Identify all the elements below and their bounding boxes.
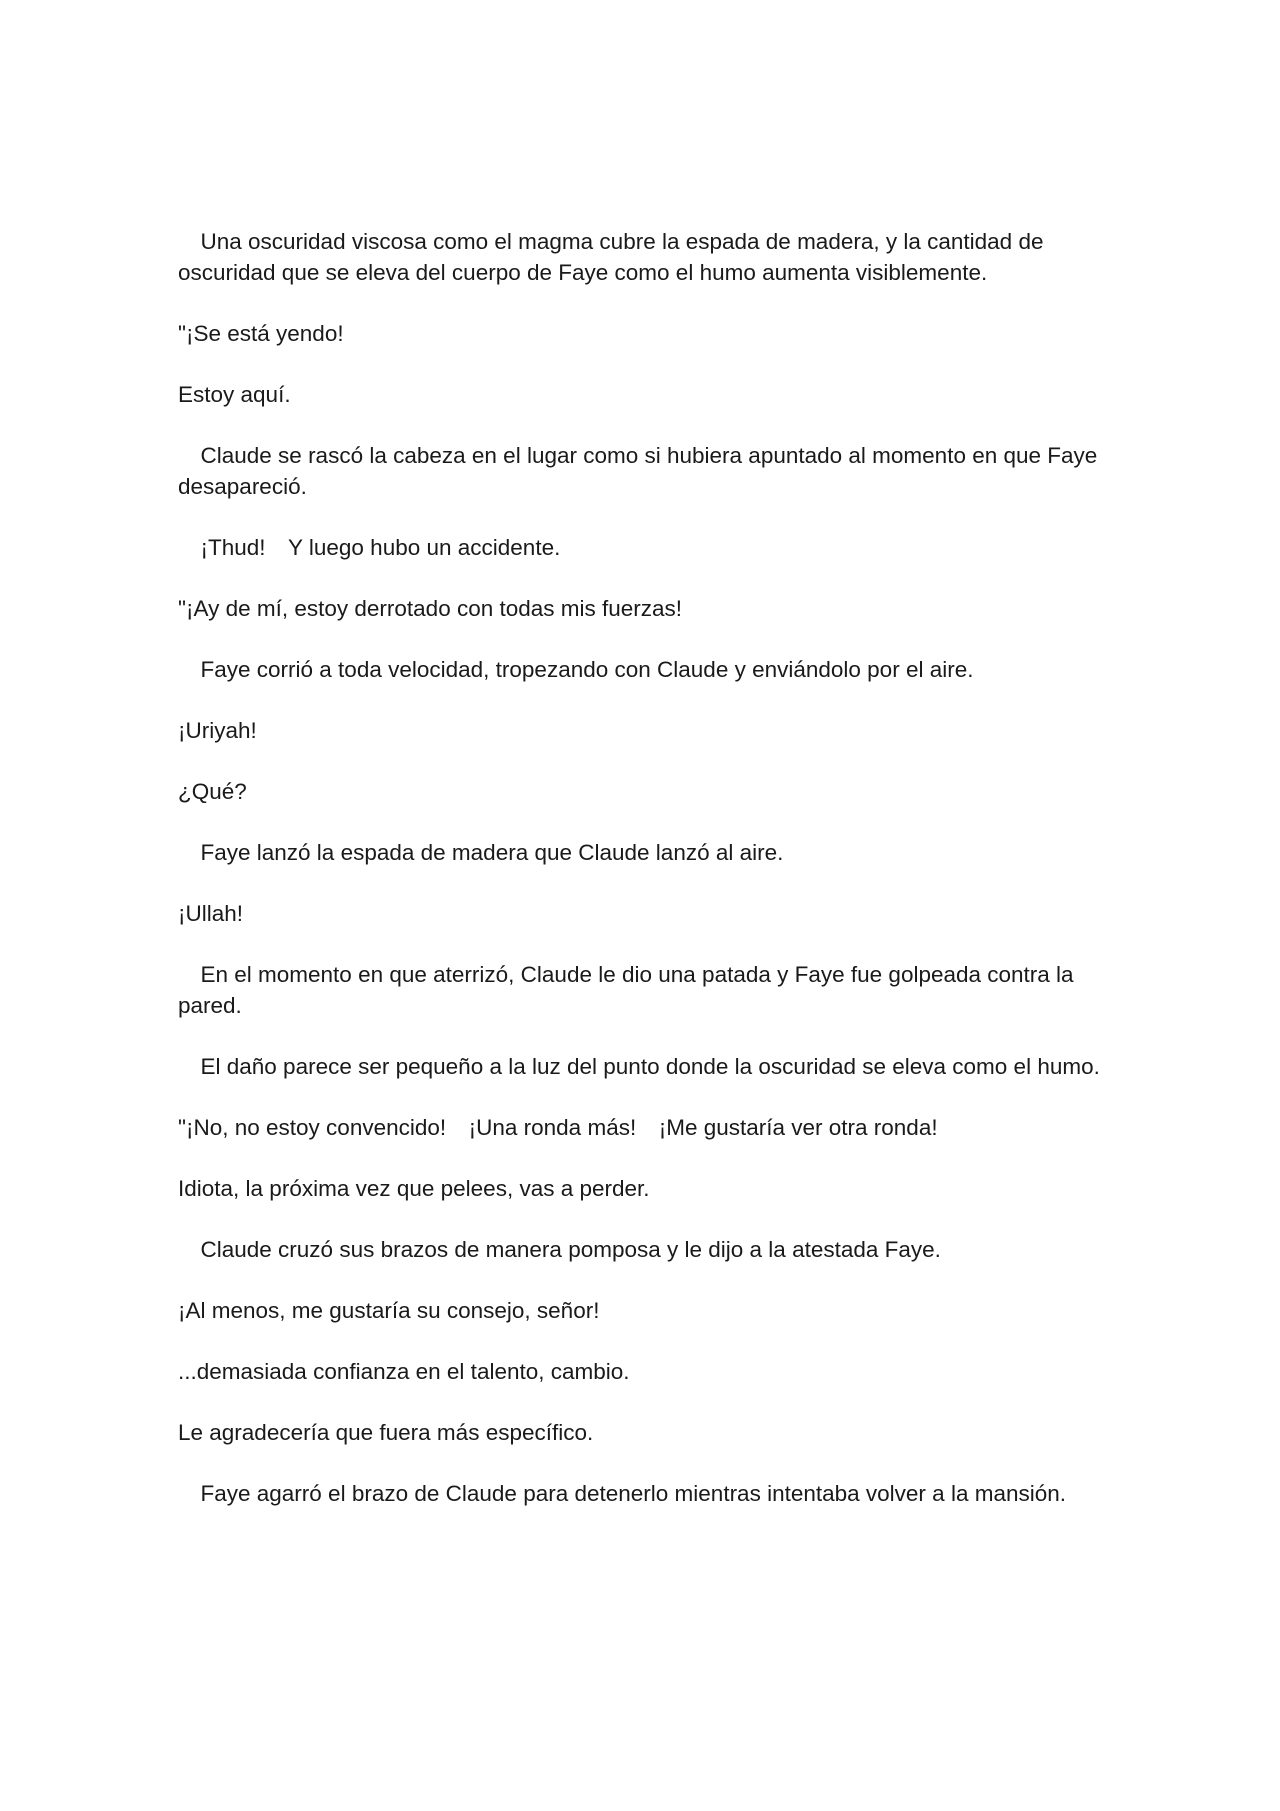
paragraph: ¿Qué? <box>178 779 247 804</box>
paragraph: Le agradecería que fuera más específico. <box>178 1420 594 1445</box>
document-body <box>178 226 1108 1539</box>
paragraph: ¡Thud! Y luego hubo un accidente. <box>178 535 561 560</box>
paragraph: Faye agarró el brazo de Claude para detenerlo mientras intentaba volver a la mansión. <box>178 1481 1067 1506</box>
paragraph: Claude se rascó la cabeza en el lugar como si hubiera apuntado al momento en que Faye desapareció. <box>178 443 1104 499</box>
paragraph: ¡Al menos, me gustaría su consejo, señor! <box>178 1298 600 1323</box>
paragraph: "¡Se está yendo! <box>178 321 344 346</box>
paragraph: ...demasiada confianza en el talento, cambio. <box>178 1359 630 1384</box>
paragraph: En el momento en que aterrizó, Claude le dio una patada y Faye fue golpeada contra la pared. <box>178 962 1080 1018</box>
paragraph: Claude cruzó sus brazos de manera pomposa y le dijo a la atestada Faye. <box>178 1237 941 1262</box>
paragraph: ¡Ullah! <box>178 901 244 926</box>
paragraph: Una oscuridad viscosa como el magma cubre la espada de madera, y la cantidad de oscuridad que se eleva del cuerpo de Faye como el humo aumenta visiblemente. <box>178 229 1050 285</box>
paragraph: "¡Ay de mí, estoy derrotado con todas mis fuerzas! <box>178 596 683 621</box>
paragraph: "¡No, no estoy convencido! ¡Una ronda más! ¡Me gustaría ver otra ronda! <box>178 1115 938 1140</box>
paragraph: ¡Uriyah! <box>178 718 257 743</box>
paragraph: El daño parece ser pequeño a la luz del punto donde la oscuridad se eleva como el humo. <box>178 1054 1100 1079</box>
paragraph: Faye corrió a toda velocidad, tropezando con Claude y enviándolo por el aire. <box>178 657 974 682</box>
paragraph: Idiota, la próxima vez que pelees, vas a perder. <box>178 1176 650 1201</box>
paragraph: Faye lanzó la espada de madera que Claude lanzó al aire. <box>178 840 784 865</box>
paragraph: Estoy aquí. <box>178 382 291 407</box>
